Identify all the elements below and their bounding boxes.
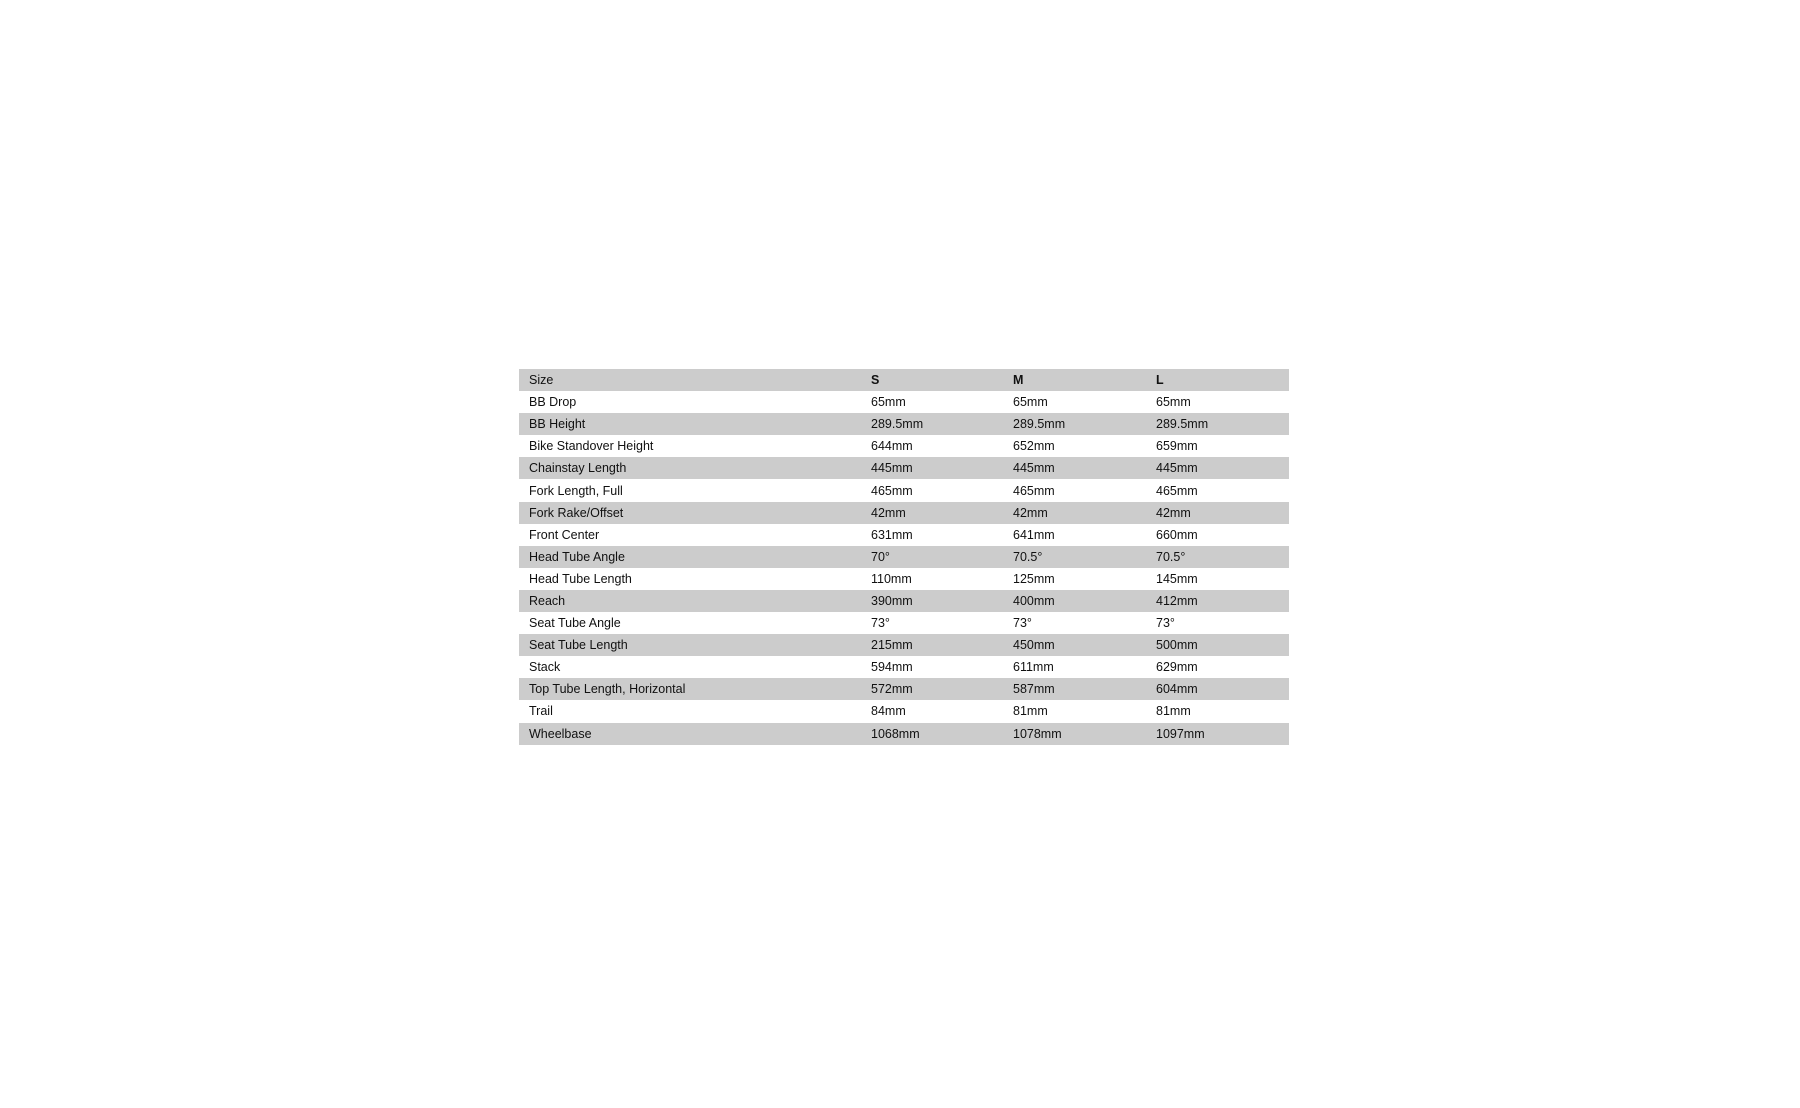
table-row [519,568,1289,590]
row-label: Bike Standover Height [519,435,861,457]
cell-size-l: 73° [1146,612,1289,634]
cell-size-m: 465mm [1003,479,1146,501]
row-label: Reach [519,590,861,612]
table-row [519,723,1289,745]
cell-size-l: 42mm [1146,502,1289,524]
table-row [519,413,1289,435]
cell-size-s: 1068mm [861,723,1003,745]
cell-size-s: 84mm [861,700,1003,722]
cell-size-s: 70° [861,546,1003,568]
row-label: BB Drop [519,391,861,413]
cell-size-l: 65mm [1146,391,1289,413]
header-size-m: M [1003,369,1146,391]
cell-size-m: 65mm [1003,391,1146,413]
table-row [519,457,1289,479]
row-label: Chainstay Length [519,457,861,479]
cell-size-m: 400mm [1003,590,1146,612]
cell-size-m: 450mm [1003,634,1146,656]
cell-size-s: 42mm [861,502,1003,524]
cell-size-m: 70.5° [1003,546,1146,568]
table-row [519,678,1289,700]
cell-size-l: 629mm [1146,656,1289,678]
table-header-row [519,369,1289,391]
cell-size-s: 445mm [861,457,1003,479]
table-row [519,612,1289,634]
cell-size-l: 659mm [1146,435,1289,457]
cell-size-s: 572mm [861,678,1003,700]
cell-size-l: 1097mm [1146,723,1289,745]
cell-size-m: 42mm [1003,502,1146,524]
cell-size-s: 73° [861,612,1003,634]
cell-size-l: 412mm [1146,590,1289,612]
cell-size-l: 81mm [1146,700,1289,722]
header-size-l: L [1146,369,1289,391]
cell-size-m: 1078mm [1003,723,1146,745]
table-row [519,546,1289,568]
cell-size-s: 110mm [861,568,1003,590]
row-label: Fork Rake/Offset [519,502,861,524]
row-label: Fork Length, Full [519,479,861,501]
table-row [519,590,1289,612]
row-label: Head Tube Length [519,568,861,590]
table-row [519,700,1289,722]
cell-size-l: 660mm [1146,524,1289,546]
row-label: Trail [519,700,861,722]
geometry-table [519,369,1289,745]
row-label: BB Height [519,413,861,435]
cell-size-s: 65mm [861,391,1003,413]
geometry-table-container [519,369,1289,745]
table-row [519,656,1289,678]
cell-size-s: 390mm [861,590,1003,612]
cell-size-m: 445mm [1003,457,1146,479]
table-row [519,391,1289,413]
header-size-s: S [861,369,1003,391]
cell-size-l: 70.5° [1146,546,1289,568]
row-label: Stack [519,656,861,678]
cell-size-s: 289.5mm [861,413,1003,435]
table-row [519,435,1289,457]
cell-size-s: 465mm [861,479,1003,501]
table-row [519,524,1289,546]
cell-size-s: 594mm [861,656,1003,678]
cell-size-m: 289.5mm [1003,413,1146,435]
row-label: Front Center [519,524,861,546]
cell-size-m: 125mm [1003,568,1146,590]
row-label: Top Tube Length, Horizontal [519,678,861,700]
cell-size-s: 644mm [861,435,1003,457]
geometry-table-body [519,369,1289,745]
header-label: Size [519,369,861,391]
cell-size-m: 611mm [1003,656,1146,678]
row-label: Seat Tube Angle [519,612,861,634]
table-row [519,634,1289,656]
cell-size-s: 215mm [861,634,1003,656]
cell-size-m: 652mm [1003,435,1146,457]
cell-size-l: 445mm [1146,457,1289,479]
row-label: Head Tube Angle [519,546,861,568]
cell-size-s: 631mm [861,524,1003,546]
cell-size-l: 289.5mm [1146,413,1289,435]
row-label: Wheelbase [519,723,861,745]
cell-size-l: 145mm [1146,568,1289,590]
cell-size-m: 73° [1003,612,1146,634]
cell-size-l: 604mm [1146,678,1289,700]
cell-size-m: 587mm [1003,678,1146,700]
cell-size-l: 500mm [1146,634,1289,656]
row-label: Seat Tube Length [519,634,861,656]
cell-size-m: 81mm [1003,700,1146,722]
cell-size-l: 465mm [1146,479,1289,501]
cell-size-m: 641mm [1003,524,1146,546]
table-row [519,502,1289,524]
table-row [519,479,1289,501]
